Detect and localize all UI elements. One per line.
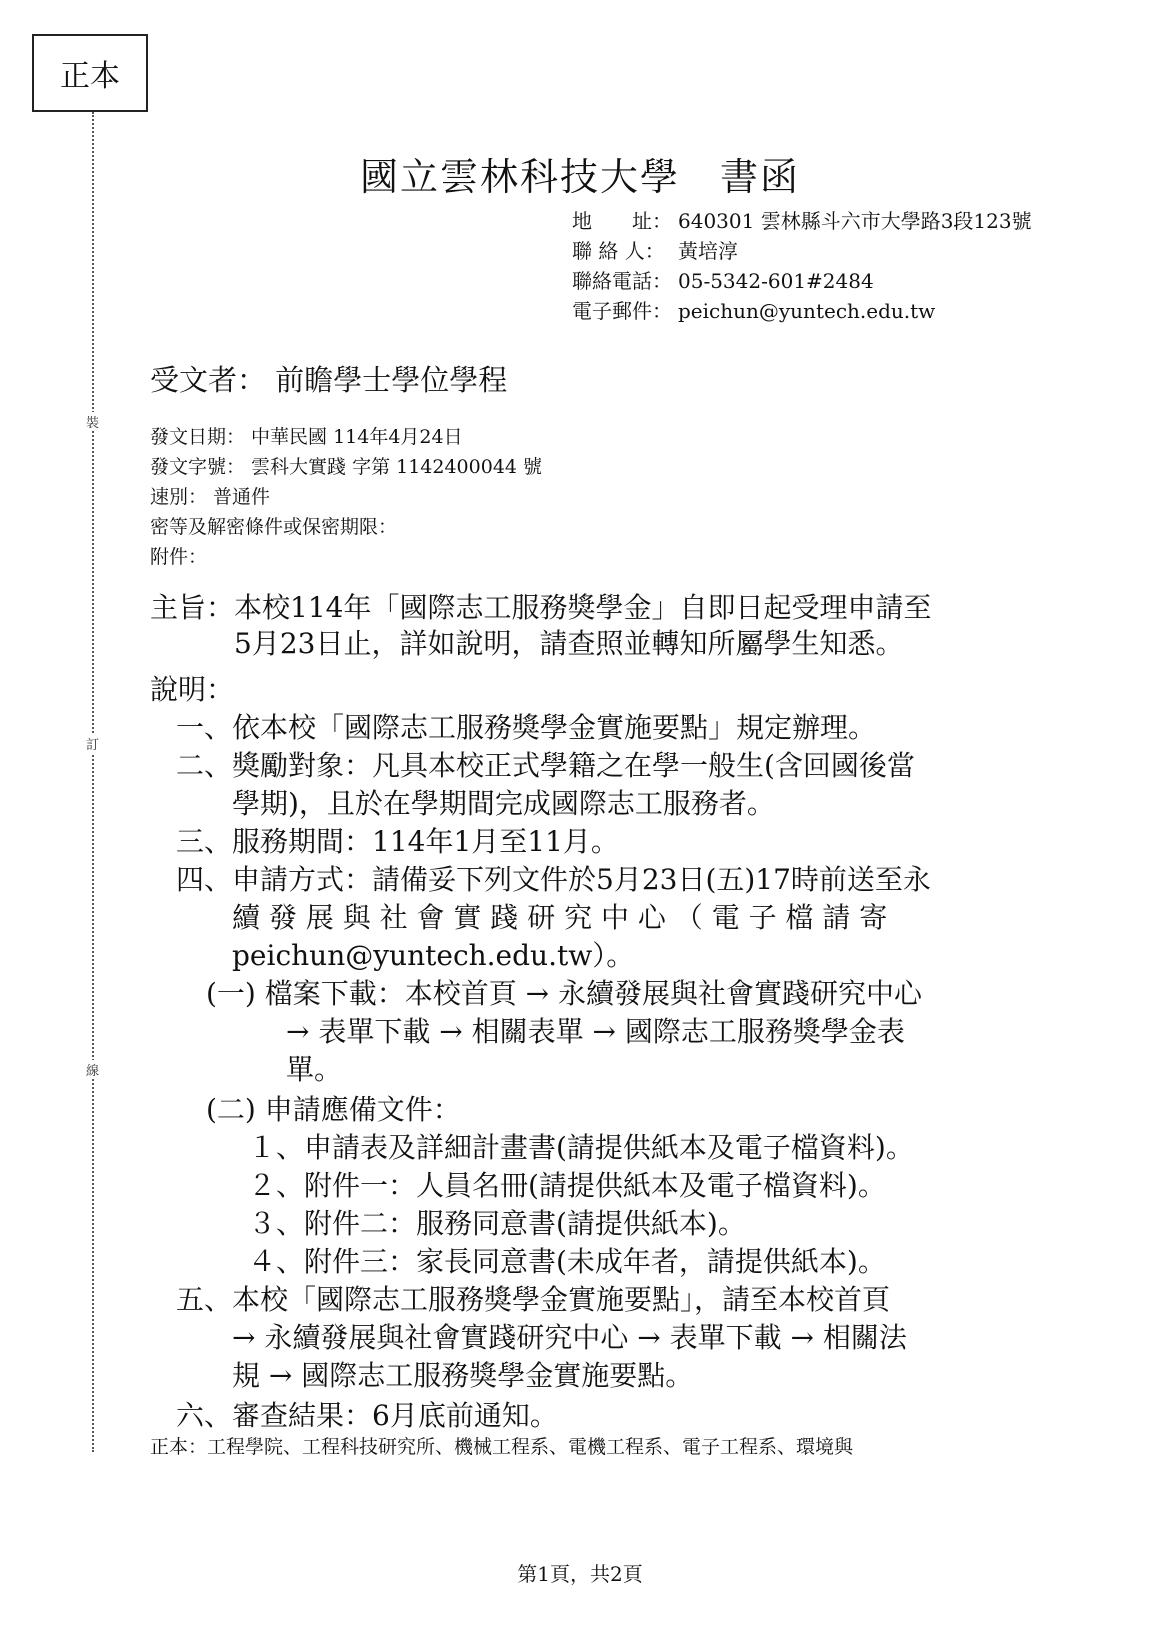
explanation-item-5-line-1: 五、本校「國際志工服務獎學金實施要點」，請至本校首頁 — [176, 1283, 891, 1316]
explanation-item-2-line-1: 二、獎勵對象：凡具本校正式學籍之在學一般生(含回國後當 — [176, 749, 915, 782]
contact-phone — [572, 266, 874, 296]
original-copy-label: 正本 — [32, 34, 148, 112]
contact-person-label: 聯 絡 人： — [572, 239, 665, 263]
explanation-item-3: 三、服務期間：114年1月至11月。 — [176, 825, 619, 858]
required-doc-1: １、申請表及詳細計畫書(請提供紙本及電子檔資料)。 — [248, 1131, 914, 1164]
required-doc-2: ２、附件一：人員名冊(請提供紙本及電子檔資料)。 — [248, 1169, 886, 1202]
binding-mark-xian: 線 — [86, 1060, 99, 1079]
contact-phone-label: 聯絡電話： — [572, 269, 672, 293]
delivery-speed: 速別： 普通件 — [150, 486, 271, 508]
subject-line-2: 5月23日止，詳如說明，請查照並轉知所屬學生知悉。 — [234, 627, 904, 660]
contact-email-value: peichun@yuntech.edu.tw — [678, 299, 936, 323]
explanation-item-6: 六、審查結果：6月底前通知。 — [176, 1399, 558, 1432]
sub-item-1-line-2: → 表單下載 → 相關表單 → 國際志工服務獎學金表 — [286, 1015, 905, 1048]
recipient: 受文者： 前瞻學士學位學程 — [150, 363, 508, 397]
issue-date: 發文日期： 中華民國 114年4月24日 — [150, 426, 463, 448]
explanation-item-5-line-2: → 永續發展與社會實踐研究中心 → 表單下載 → 相關法 — [232, 1321, 907, 1354]
binding-dotted-line — [92, 112, 94, 1452]
binding-mark-ding: 訂 — [86, 734, 99, 753]
contact-person — [572, 236, 738, 266]
explanation-item-1: 一、依本校「國際志工服務獎學金實施要點」規定辦理。 — [176, 711, 877, 744]
subject-line-1: 主旨：本校114年「國際志工服務獎學金」自即日起受理申請至 — [150, 591, 932, 624]
sub-item-2-heading: (二) 申請應備文件： — [206, 1093, 461, 1126]
sub-item-1-line-1: (一) 檔案下載：本校首頁 → 永續發展與社會實踐研究中心 — [206, 977, 923, 1010]
contact-address-label: 地 址： — [572, 209, 672, 233]
contact-address-value: 640301 雲林縣斗六市大學路3段123號 — [678, 209, 1032, 233]
document-number: 發文字號： 雲科大實踐 字第 1142400044 號 — [150, 456, 543, 478]
secrecy-level: 密等及解密條件或保密期限： — [150, 516, 398, 538]
contact-email-label: 電子郵件： — [572, 299, 672, 323]
sub-item-1-line-3: 單。 — [286, 1053, 343, 1086]
contact-email — [572, 296, 935, 326]
explanation-item-4-line-3: peichun@yuntech.edu.tw）。 — [232, 939, 635, 972]
contact-phone-value: 05-5342-601#2484 — [678, 269, 874, 293]
attachment: 附件： — [150, 546, 208, 568]
explanation-item-4-line-2: 續 發 展 與 社 會 實 踐 研 究 中 心 （ 電 子 檔 請 寄 — [232, 901, 888, 934]
explanation-item-2-line-2: 學期)，且於在學期間完成國際志工服務者。 — [232, 787, 775, 820]
required-doc-4: ４、附件三：家長同意書(未成年者，請提供紙本)。 — [248, 1245, 886, 1278]
page-number: 第1頁，共2頁 — [517, 1562, 643, 1586]
document-title: 國立雲林科技大學 書函 — [359, 155, 800, 199]
explanation-item-4-line-1: 四、申請方式：請備妥下列文件於5月23日(五)17時前送至永 — [176, 863, 931, 896]
explanation-heading: 說明： — [150, 673, 235, 706]
explanation-item-5-line-3: 規 → 國際志工服務獎學金實施要點。 — [232, 1359, 694, 1392]
required-doc-3: ３、附件二：服務同意書(請提供紙本)。 — [248, 1207, 746, 1240]
binding-mark-zhuang: 裝 — [86, 412, 99, 431]
carbon-copy-recipients: 正本：工程學院、工程科技研究所、機械工程系、電機工程系、電子工程系、環境與 — [150, 1436, 854, 1458]
contact-address — [572, 206, 1032, 236]
contact-person-value: 黃培淳 — [678, 239, 738, 263]
